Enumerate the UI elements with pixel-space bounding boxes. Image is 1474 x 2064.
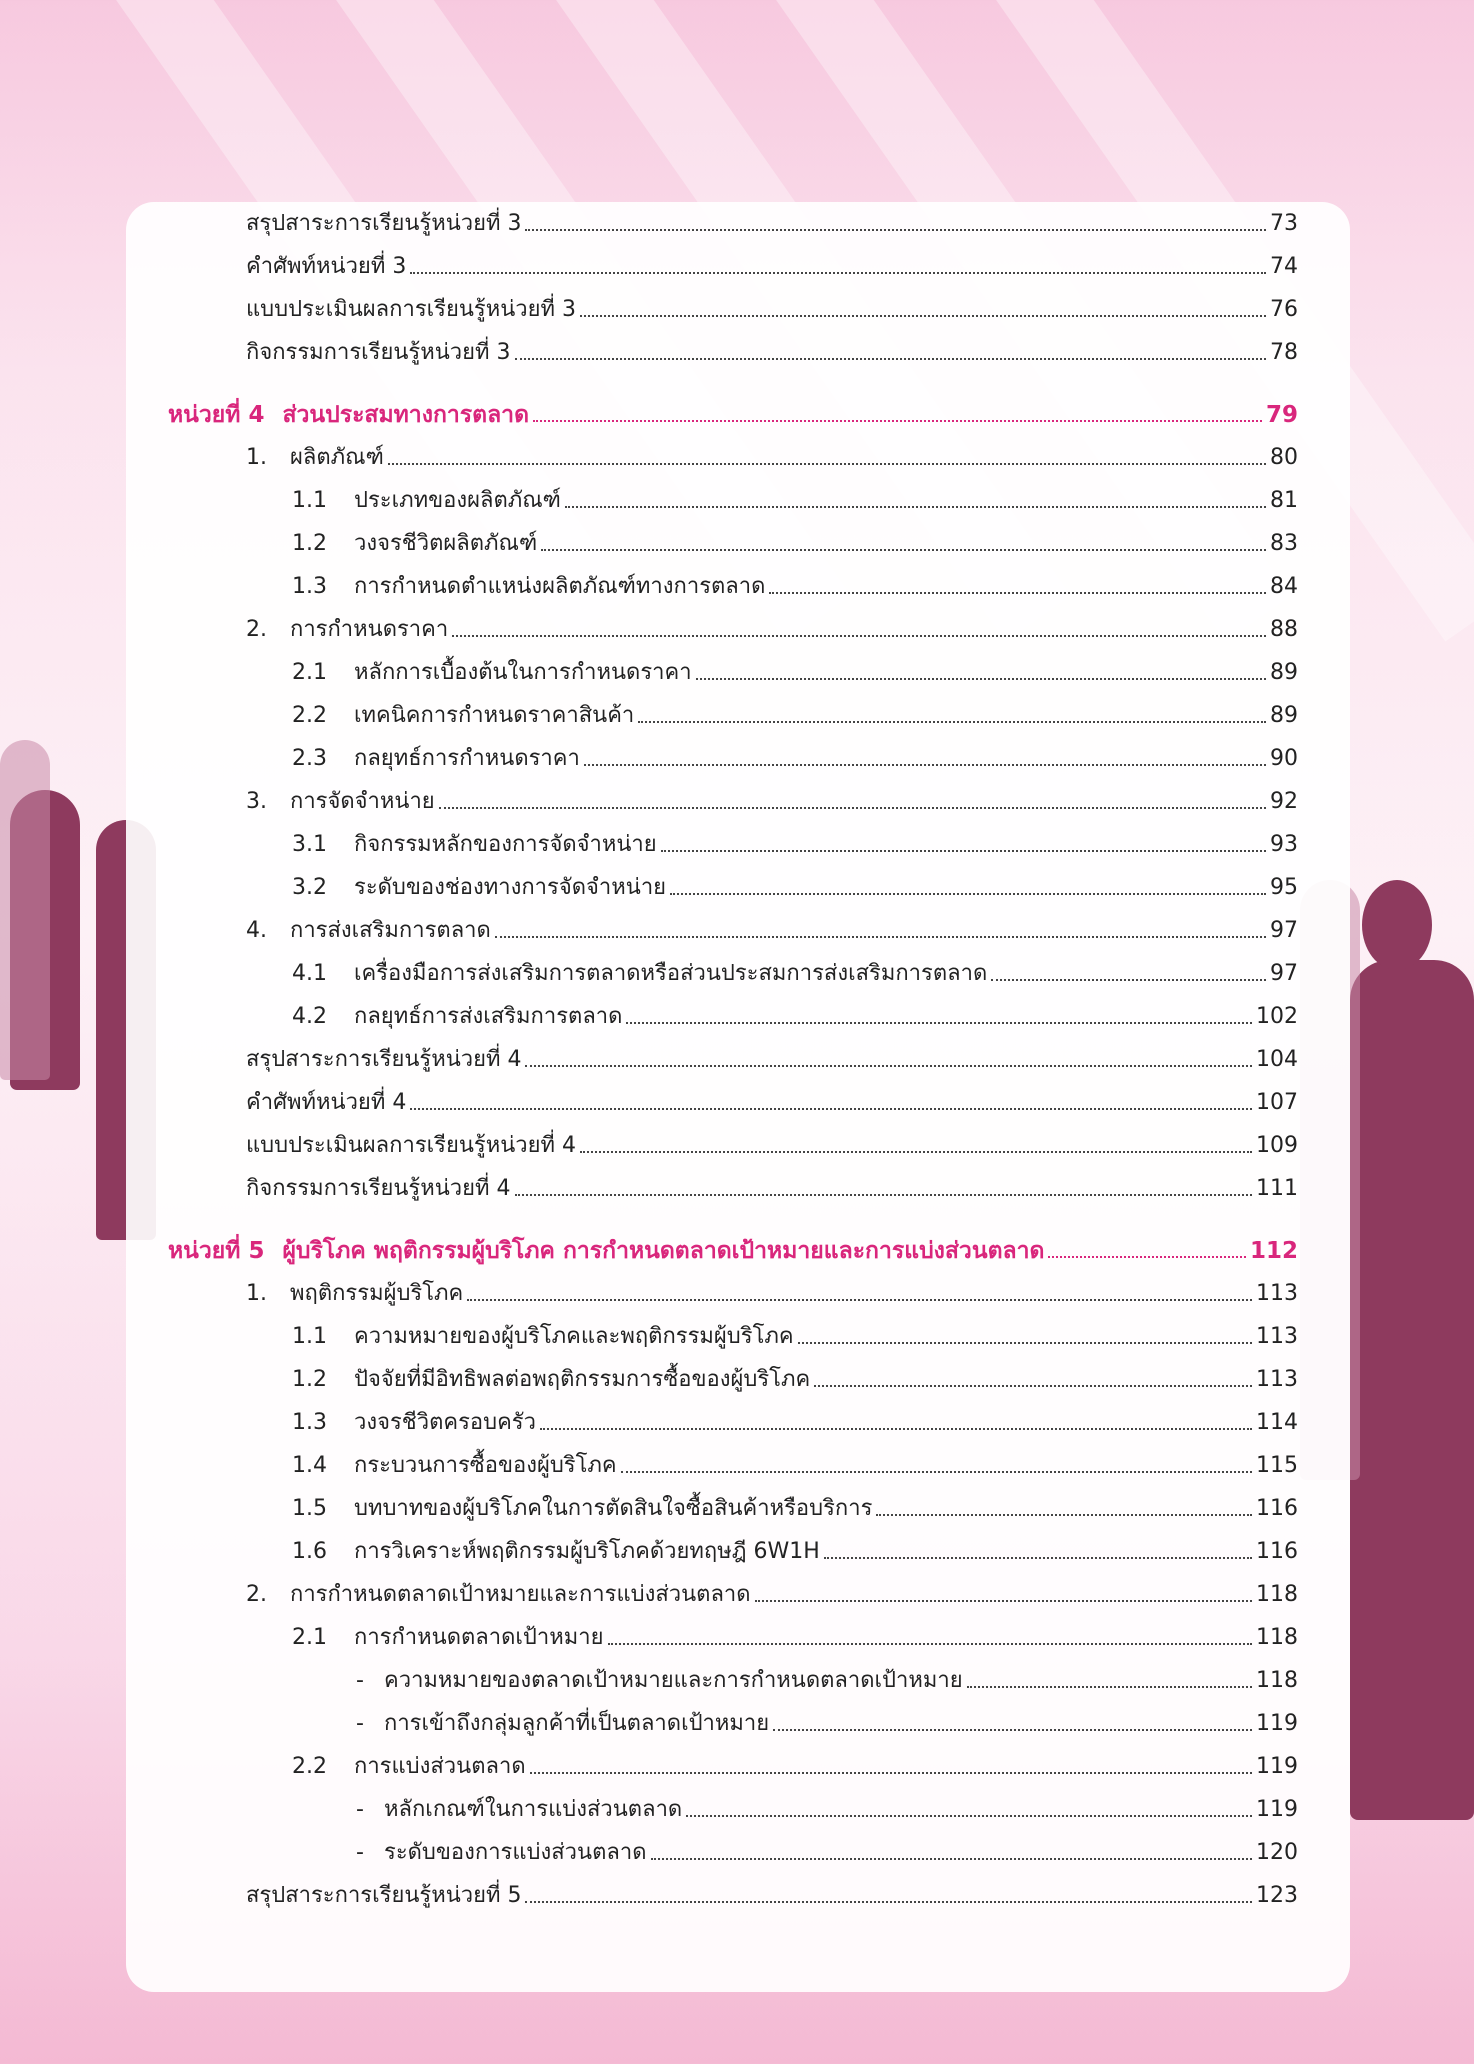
toc-entry-page: 92 bbox=[1270, 789, 1298, 814]
toc-entry-page: 97 bbox=[1270, 961, 1298, 986]
dot-leader bbox=[991, 979, 1266, 981]
toc-entry-page: 115 bbox=[1256, 1453, 1298, 1478]
toc-entry[interactable] bbox=[246, 203, 1298, 239]
toc-entry-label: สรุปสาระการเรียนรู้หน่วยที่ 5 bbox=[246, 1883, 522, 1908]
toc-entry[interactable] bbox=[292, 480, 1298, 516]
toc-entry-number: 3. bbox=[246, 789, 267, 814]
toc-entry-number: 2.3 bbox=[292, 746, 327, 771]
toc-entry-label: ผลิตภัณฑ์ bbox=[290, 445, 384, 470]
toc-entry-label: คำศัพท์หน่วยที่ 3 bbox=[246, 254, 407, 279]
toc-entry[interactable] bbox=[246, 289, 1298, 325]
toc-entry[interactable] bbox=[292, 523, 1298, 559]
toc-entry-page: 109 bbox=[1256, 1133, 1298, 1158]
toc-entry[interactable] bbox=[246, 609, 1298, 645]
toc-entry-page: 113 bbox=[1256, 1281, 1298, 1306]
toc-entry[interactable] bbox=[292, 1531, 1298, 1567]
toc-entry[interactable] bbox=[246, 1125, 1298, 1161]
toc-entry-label: หลักการเบื้องต้นในการกำหนดราคา bbox=[354, 660, 692, 685]
toc-entry-number: 1.6 bbox=[292, 1539, 327, 1564]
toc-entry-page: 93 bbox=[1270, 832, 1298, 857]
toc-entry-label: กลยุทธ์การส่งเสริมการตลาด bbox=[354, 1004, 623, 1029]
toc-entry-label: กิจกรรมการเรียนรู้หน่วยที่ 4 bbox=[246, 1176, 511, 1201]
dot-leader bbox=[661, 850, 1266, 852]
dot-leader bbox=[533, 420, 1262, 422]
toc-entry-number: 2.1 bbox=[292, 660, 327, 685]
toc-entry[interactable] bbox=[292, 996, 1298, 1032]
toc-entry[interactable] bbox=[292, 1402, 1298, 1438]
toc-entry-page: 78 bbox=[1270, 340, 1298, 365]
toc-entry[interactable] bbox=[292, 953, 1298, 989]
toc-entry-page: 80 bbox=[1270, 445, 1298, 470]
toc-entry-number: 1.3 bbox=[292, 574, 327, 599]
toc-entry[interactable] bbox=[292, 695, 1298, 731]
dot-leader bbox=[410, 1108, 1252, 1110]
toc-entry[interactable] bbox=[292, 824, 1298, 860]
toc-entry[interactable] bbox=[356, 1789, 1298, 1825]
toc-entry-page: 113 bbox=[1256, 1367, 1298, 1392]
toc-entry[interactable] bbox=[246, 1082, 1298, 1118]
toc-entry-number: 1.3 bbox=[292, 1410, 327, 1435]
toc-entry[interactable] bbox=[292, 867, 1298, 903]
toc-entry-label: ระดับของการแบ่งส่วนตลาด bbox=[384, 1840, 647, 1865]
toc-entry-number: 1. bbox=[246, 1281, 267, 1306]
toc-entry-number: - bbox=[356, 1711, 364, 1736]
toc-entry[interactable] bbox=[246, 332, 1298, 368]
silhouette-figure bbox=[0, 740, 50, 1080]
toc-entry[interactable] bbox=[292, 1359, 1298, 1395]
toc-entry-label: การกำหนดตำแหน่งผลิตภัณฑ์ทางการตลาด bbox=[354, 574, 766, 599]
toc-entry-page: 84 bbox=[1270, 574, 1298, 599]
dot-leader bbox=[565, 506, 1266, 508]
dot-leader bbox=[439, 807, 1266, 809]
toc-entry-number: 1. bbox=[246, 445, 267, 470]
toc-entry-label: ความหมายของผู้บริโภคและพฤติกรรมผู้บริโภค bbox=[354, 1324, 794, 1349]
toc-entry-number: 3.1 bbox=[292, 832, 327, 857]
toc-entry[interactable] bbox=[292, 1316, 1298, 1352]
toc-entry-label: เทคนิคการกำหนดราคาสินค้า bbox=[354, 703, 635, 728]
toc-entry[interactable] bbox=[356, 1660, 1298, 1696]
toc-entry[interactable] bbox=[246, 910, 1298, 946]
toc-entry-page: 119 bbox=[1256, 1797, 1298, 1822]
toc-entry-label: แบบประเมินผลการเรียนรู้หน่วยที่ 3 bbox=[246, 297, 576, 322]
toc-entry-label: การวิเคราะห์พฤติกรรมผู้บริโภคด้วยทฤษฎี 6W1H bbox=[354, 1539, 820, 1564]
toc-entry-label: วงจรชีวิตผลิตภัณฑ์ bbox=[354, 531, 538, 556]
toc-entry-page: 107 bbox=[1256, 1090, 1298, 1115]
toc-entry-page: 120 bbox=[1256, 1840, 1298, 1865]
toc-entry-number: 1.4 bbox=[292, 1453, 327, 1478]
dot-leader bbox=[410, 272, 1266, 274]
toc-entry-label: ผู้บริโภค พฤติกรรมผู้บริโภค การกำหนดตลาดเป้าหมายและการแบ่งส่วนตลาด bbox=[282, 1238, 1045, 1264]
dot-leader bbox=[515, 1194, 1252, 1196]
toc-entry[interactable] bbox=[292, 1488, 1298, 1524]
toc-entry[interactable] bbox=[246, 1574, 1298, 1610]
dot-leader bbox=[769, 592, 1266, 594]
toc-entry-label: แบบประเมินผลการเรียนรู้หน่วยที่ 4 bbox=[246, 1133, 576, 1158]
dot-leader bbox=[495, 936, 1266, 938]
dot-leader bbox=[580, 1151, 1252, 1153]
toc-entry-number: 1.2 bbox=[292, 1367, 327, 1392]
toc-entry-label: ความหมายของตลาดเป้าหมายและการกำหนดตลาดเป้าหมาย bbox=[384, 1668, 963, 1693]
toc-entry-label: สรุปสาระการเรียนรู้หน่วยที่ 3 bbox=[246, 211, 522, 236]
toc-entry[interactable] bbox=[246, 781, 1298, 817]
dot-leader bbox=[967, 1686, 1252, 1688]
toc-entry[interactable] bbox=[292, 1746, 1298, 1782]
toc-entry[interactable] bbox=[246, 1273, 1298, 1309]
dot-leader bbox=[584, 764, 1266, 766]
toc-entry-number: 1.5 bbox=[292, 1496, 327, 1521]
toc-entry-page: 74 bbox=[1270, 254, 1298, 279]
silhouette-head bbox=[1362, 880, 1432, 970]
toc-entry-number: 2.2 bbox=[292, 703, 327, 728]
toc-entry-label: ระดับของช่องทางการจัดจำหน่าย bbox=[354, 875, 667, 900]
toc-entry[interactable] bbox=[356, 1703, 1298, 1739]
toc-entry-page: 123 bbox=[1256, 1883, 1298, 1908]
dot-leader bbox=[638, 721, 1266, 723]
toc-entry-label: ประเภทของผลิตภัณฑ์ bbox=[354, 488, 561, 513]
toc-entry-label: เครื่องมือการส่งเสริมการตลาดหรือส่วนประสมการส่งเสริมการตลาด bbox=[354, 961, 988, 986]
dot-leader bbox=[540, 1428, 1252, 1430]
toc-entry-number: 2. bbox=[246, 617, 267, 642]
toc-entry[interactable] bbox=[292, 566, 1298, 602]
toc-entry-label: การกำหนดราคา bbox=[290, 617, 449, 642]
toc-entry-page: 89 bbox=[1270, 703, 1298, 728]
dot-leader bbox=[621, 1471, 1252, 1473]
toc-entry-page: 95 bbox=[1270, 875, 1298, 900]
toc-entry-number: 4. bbox=[246, 918, 267, 943]
toc-entry-label: ปัจจัยที่มีอิทธิพลต่อพฤติกรรมการซื้อของผู้บริโภค bbox=[354, 1367, 811, 1392]
toc-entry-label: กระบวนการซื้อของผู้บริโภค bbox=[354, 1453, 617, 1478]
toc-entry-label: กิจกรรมการเรียนรู้หน่วยที่ 3 bbox=[246, 340, 511, 365]
dot-leader bbox=[608, 1643, 1253, 1645]
toc-entry-label: การกำหนดตลาดเป้าหมาย bbox=[354, 1625, 604, 1650]
dot-leader bbox=[626, 1022, 1252, 1024]
toc-entry[interactable] bbox=[292, 738, 1298, 774]
toc-entry-page: 90 bbox=[1270, 746, 1298, 771]
dot-leader bbox=[452, 635, 1266, 637]
toc-entry[interactable] bbox=[246, 246, 1298, 282]
toc-entry-page: 76 bbox=[1270, 297, 1298, 322]
toc-entry-label: กลยุทธ์การกำหนดราคา bbox=[354, 746, 580, 771]
toc-entry-label: วงจรชีวิตครอบครัว bbox=[354, 1410, 536, 1435]
toc-entry-page: 89 bbox=[1270, 660, 1298, 685]
dot-leader bbox=[773, 1729, 1252, 1731]
dot-leader bbox=[525, 1901, 1252, 1903]
dot-leader bbox=[525, 1065, 1252, 1067]
dot-leader bbox=[876, 1514, 1252, 1516]
dot-leader bbox=[515, 358, 1266, 360]
toc-entry-label: การจัดจำหน่าย bbox=[290, 789, 435, 814]
toc-entry-number: 4.2 bbox=[292, 1004, 327, 1029]
toc-entry-number: 1.2 bbox=[292, 531, 327, 556]
toc-entry-number: 2.1 bbox=[292, 1625, 327, 1650]
dot-leader bbox=[814, 1385, 1252, 1387]
toc-entry-number: 1.1 bbox=[292, 488, 327, 513]
toc-entry[interactable] bbox=[292, 652, 1298, 688]
toc-entry[interactable] bbox=[292, 1617, 1298, 1653]
toc-entry-number: หน่วยที่ 5 bbox=[168, 1238, 265, 1264]
dot-leader bbox=[798, 1342, 1252, 1344]
toc-entry-label: การกำหนดตลาดเป้าหมายและการแบ่งส่วนตลาด bbox=[290, 1582, 751, 1607]
toc-entry-number: 3.2 bbox=[292, 875, 327, 900]
toc-entry-page: 118 bbox=[1256, 1625, 1298, 1650]
toc-entry-page: 114 bbox=[1256, 1410, 1298, 1435]
toc-entry[interactable] bbox=[246, 437, 1298, 473]
toc-entry[interactable] bbox=[246, 1039, 1298, 1075]
toc-entry[interactable] bbox=[292, 1445, 1298, 1481]
toc-entry-label: สรุปสาระการเรียนรู้หน่วยที่ 4 bbox=[246, 1047, 522, 1072]
toc-entry-label: กิจกรรมหลักของการจัดจำหน่าย bbox=[354, 832, 657, 857]
toc-entry-page: 104 bbox=[1256, 1047, 1298, 1072]
toc-entry-page: 116 bbox=[1256, 1539, 1298, 1564]
toc-entry-page: 83 bbox=[1270, 531, 1298, 556]
toc-entry-label: พฤติกรรมผู้บริโภค bbox=[290, 1281, 464, 1306]
toc-entry-number: 1.1 bbox=[292, 1324, 327, 1349]
dot-leader bbox=[686, 1815, 1252, 1817]
dot-leader bbox=[824, 1557, 1252, 1559]
toc-entry-number: 2.2 bbox=[292, 1754, 327, 1779]
toc-entry-number: 2. bbox=[246, 1582, 267, 1607]
toc-entry-number: - bbox=[356, 1668, 364, 1693]
toc-entry-page: 73 bbox=[1270, 211, 1298, 236]
toc-entry-page: 116 bbox=[1256, 1496, 1298, 1521]
toc-unit-heading[interactable] bbox=[168, 394, 1298, 430]
toc-entry-page: 102 bbox=[1256, 1004, 1298, 1029]
toc-unit-heading[interactable] bbox=[168, 1230, 1298, 1266]
dot-leader bbox=[755, 1600, 1252, 1602]
toc-entry-label: คำศัพท์หน่วยที่ 4 bbox=[246, 1090, 407, 1115]
toc-entry-label: การแบ่งส่วนตลาด bbox=[354, 1754, 526, 1779]
dot-leader bbox=[541, 549, 1266, 551]
toc-entry-page: 118 bbox=[1256, 1668, 1298, 1693]
dot-leader bbox=[670, 893, 1266, 895]
toc-entry-label: การเข้าถึงกลุ่มลูกค้าที่เป็นตลาดเป้าหมาย bbox=[384, 1711, 770, 1736]
toc-entry-page: 88 bbox=[1270, 617, 1298, 642]
dot-leader bbox=[696, 678, 1266, 680]
dot-leader bbox=[467, 1299, 1252, 1301]
silhouette-figure bbox=[1350, 960, 1474, 1820]
toc-entry[interactable] bbox=[356, 1832, 1298, 1868]
toc-entry-label: บทบาทของผู้บริโภคในการตัดสินใจซื้อสินค้าหรือบริการ bbox=[354, 1496, 873, 1521]
dot-leader bbox=[651, 1858, 1253, 1860]
toc-entry-page: 118 bbox=[1256, 1582, 1298, 1607]
dot-leader bbox=[530, 1772, 1252, 1774]
toc-entry[interactable] bbox=[246, 1875, 1298, 1911]
toc-entry-page: 79 bbox=[1265, 402, 1298, 428]
toc-entry-number: 4.1 bbox=[292, 961, 327, 986]
dot-leader bbox=[388, 463, 1266, 465]
toc-entry-number: - bbox=[356, 1797, 364, 1822]
toc-entry-page: 119 bbox=[1256, 1711, 1298, 1736]
toc-entry-number: - bbox=[356, 1840, 364, 1865]
toc-entry-page: 112 bbox=[1249, 1238, 1298, 1264]
toc-entry-page: 111 bbox=[1256, 1176, 1298, 1201]
dot-leader bbox=[1048, 1256, 1246, 1258]
toc-entry-page: 97 bbox=[1270, 918, 1298, 943]
dot-leader bbox=[525, 229, 1266, 231]
toc-entry-page: 113 bbox=[1256, 1324, 1298, 1349]
dot-leader bbox=[580, 315, 1266, 317]
toc-entry-page: 119 bbox=[1256, 1754, 1298, 1779]
toc-entry-label: หลักเกณฑ์ในการแบ่งส่วนตลาด bbox=[384, 1797, 683, 1822]
toc-entry-number: หน่วยที่ 4 bbox=[168, 402, 265, 428]
toc-entry-label: ส่วนประสมทางการตลาด bbox=[282, 402, 530, 428]
toc-entry[interactable] bbox=[246, 1168, 1298, 1204]
toc-entry-label: การส่งเสริมการตลาด bbox=[290, 918, 491, 943]
toc-entry-page: 81 bbox=[1270, 488, 1298, 513]
